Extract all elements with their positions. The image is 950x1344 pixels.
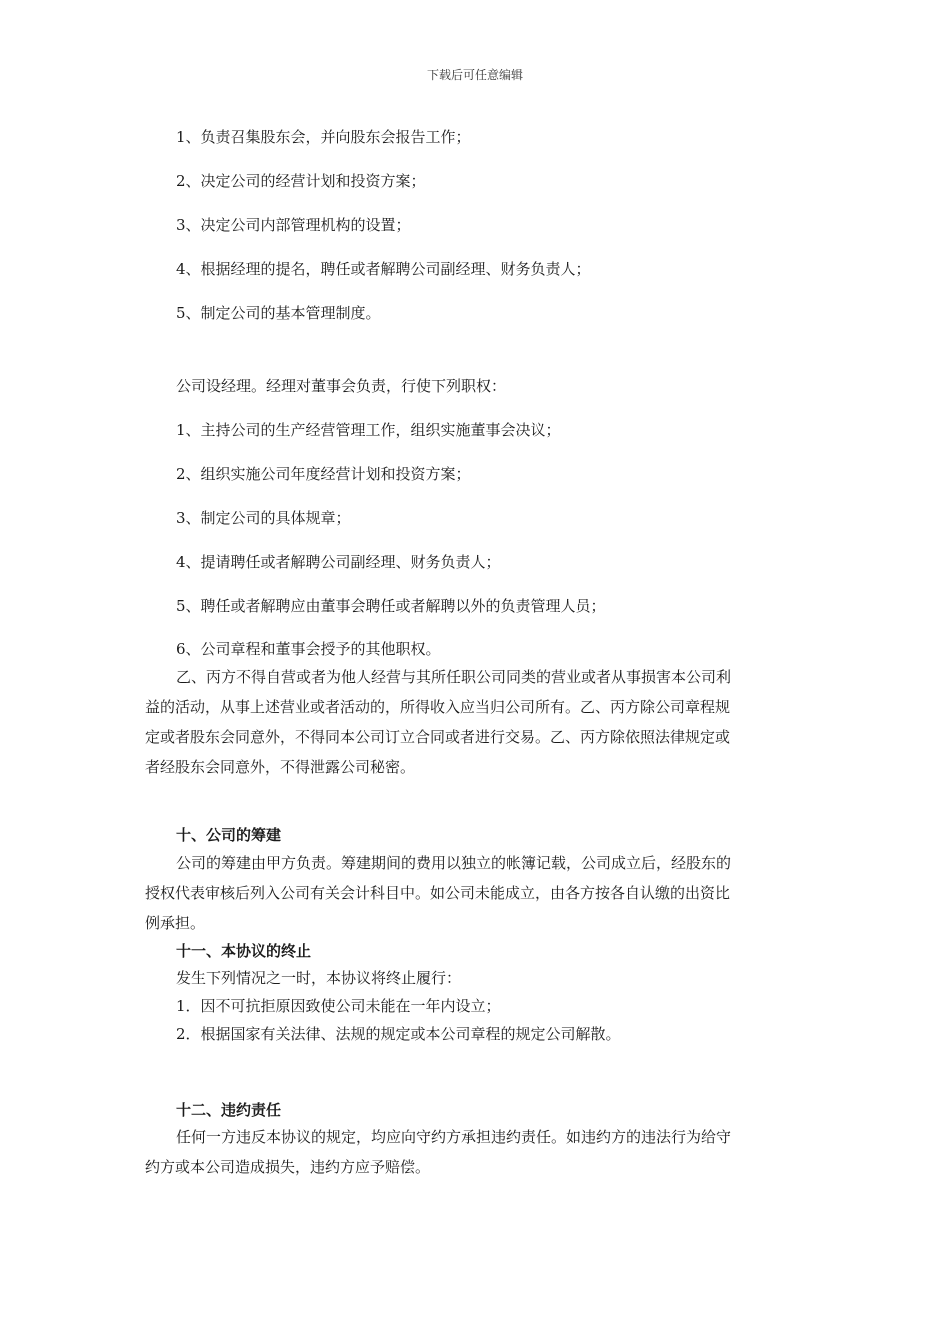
board-duty-item: 2、决定公司的经营计划和投资方案；	[176, 172, 426, 190]
section-11-item: 2．根据国家有关法律、法规的规定或本公司章程的规定公司解散。	[176, 1025, 621, 1043]
manager-duty-item: 4、提请聘任或者解聘公司副经理、财务负责人；	[176, 553, 501, 571]
section-11-intro: 发生下列情况之一时，本协议将终止履行：	[176, 969, 462, 987]
manager-duty-item: 1、主持公司的生产经营管理工作，组织实施董事会决议；	[176, 421, 561, 439]
manager-duty-item: 6、公司章程和董事会授予的其他职权。	[176, 640, 441, 658]
section-10-line: 公司的筹建由甲方负责。筹建期间的费用以独立的帐簿记载，公司成立后，经股东的	[176, 854, 732, 872]
section-12-line: 任何一方违反本协议的规定，均应向守约方承担违约责任。如违约方的违法行为给守	[176, 1128, 732, 1146]
manager-duty-item: 2、组织实施公司年度经营计划和投资方案；	[176, 465, 471, 483]
board-duty-item: 5、制定公司的基本管理制度。	[176, 304, 381, 322]
section-12-line: 约方或本公司造成损失，违约方应予赔偿。	[145, 1158, 431, 1176]
section-11-item: 1．因不可抗拒原因致使公司未能在一年内设立；	[176, 997, 501, 1015]
section-10-title: 十、公司的筹建	[176, 826, 282, 844]
board-duty-item: 1、负责召集股东会，并向股东会报告工作；	[176, 128, 471, 146]
manager-intro: 公司设经理。经理对董事会负责，行使下列职权：	[176, 377, 507, 395]
noncompete-line: 益的活动，从事上述营业或者活动的，所得收入应当归公司所有。乙、丙方除公司章程规	[145, 698, 731, 716]
noncompete-line: 定或者股东会同意外，不得同本公司订立合同或者进行交易。乙、丙方除依照法律规定或	[145, 728, 731, 746]
section-12-title: 十二、违约责任	[176, 1101, 282, 1119]
section-11-title: 十一、本协议的终止	[176, 942, 312, 960]
board-duty-item: 3、决定公司内部管理机构的设置；	[176, 216, 411, 234]
manager-duty-item: 3、制定公司的具体规章；	[176, 509, 351, 527]
noncompete-line: 者经股东会同意外，不得泄露公司秘密。	[145, 758, 416, 776]
manager-duty-item: 5、聘任或者解聘应由董事会聘任或者解聘以外的负责管理人员；	[176, 597, 606, 615]
page-header: 下载后可任意编辑	[426, 68, 523, 82]
noncompete-line: 乙、丙方不得自营或者为他人经营与其所任职公司同类的营业或者从事损害本公司利	[176, 668, 732, 686]
section-10-line: 例承担。	[145, 914, 206, 932]
section-10-line: 授权代表审核后列入公司有关会计科目中。如公司未能成立，由各方按各自认缴的出资比	[145, 884, 731, 902]
board-duty-item: 4、根据经理的提名，聘任或者解聘公司副经理、财务负责人；	[176, 260, 591, 278]
